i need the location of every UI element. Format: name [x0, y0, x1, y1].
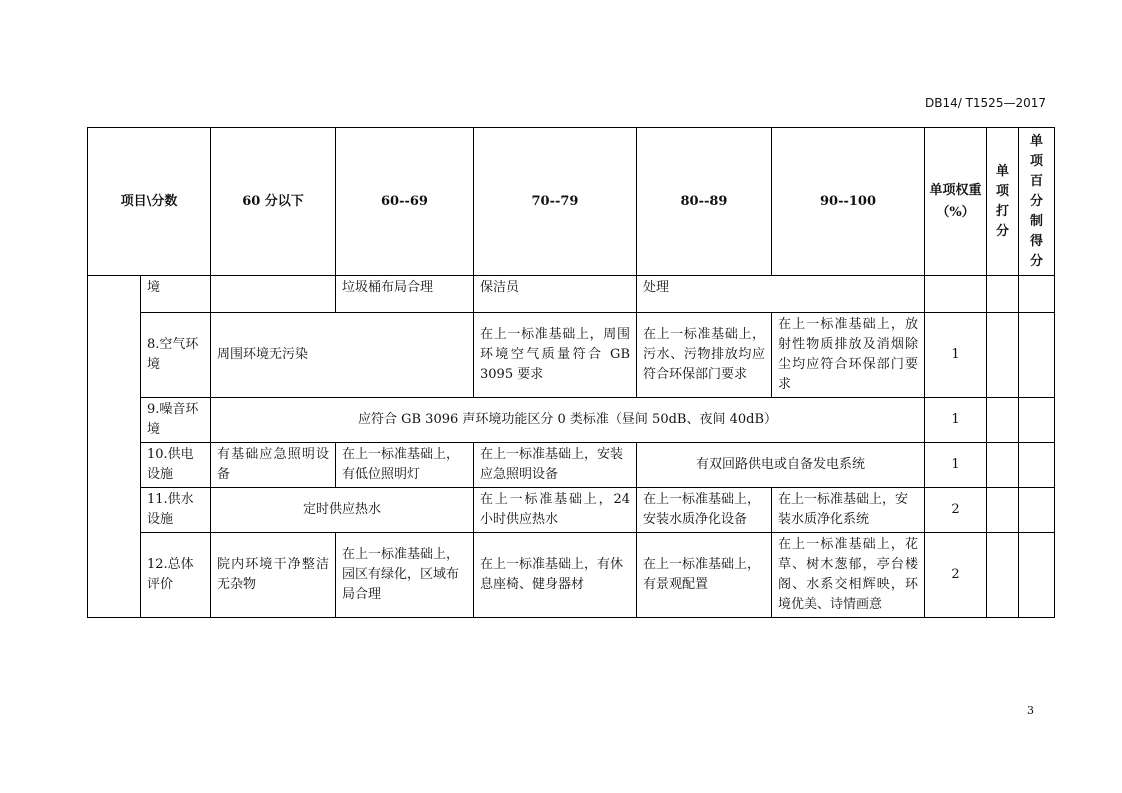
score-cell: [987, 488, 1019, 533]
cell: 院内环境干净整洁无杂物: [211, 533, 336, 618]
cell: 在上一标准基础上，有低位照明灯: [336, 443, 474, 488]
header-item: 项目\分数: [88, 128, 211, 276]
cell: 在上一标准基础上，放射性物质排放及消烟除尘均应符合环保部门要求: [772, 313, 925, 398]
category-cell: [88, 276, 141, 618]
table-row: [88, 533, 1055, 618]
percent-cell: [1019, 313, 1055, 398]
percent-cell: [1019, 443, 1055, 488]
table-row: [88, 443, 1055, 488]
cell: 在上一标准基础上，24 小时供应热水: [474, 488, 637, 533]
score-cell: [987, 443, 1019, 488]
item-cell: 境: [141, 276, 211, 313]
cell: 在上一标准基础上，周围环境空气质量符合 GB 3095 要求: [474, 313, 637, 398]
table-row: [88, 276, 1055, 313]
score-cell: [987, 313, 1019, 398]
cell: 在上一标准基础上，安装水质净化系统: [772, 488, 925, 533]
weight-cell: 2: [925, 533, 987, 618]
item-cell: 12.总体评价: [141, 533, 211, 618]
cell: 定时供应热水: [211, 488, 474, 533]
header-60-69: 60--69: [336, 128, 474, 276]
header-80-89: 80--89: [637, 128, 772, 276]
scoring-table: [87, 127, 1055, 618]
score-cell: [987, 398, 1019, 443]
cell: 有基础应急照明设备: [211, 443, 336, 488]
cell: 保洁员: [474, 276, 637, 313]
cell: 在上一标准基础上，污水、污物排放均应符合环保部门要求: [637, 313, 772, 398]
weight-cell: 1: [925, 398, 987, 443]
cell: [211, 276, 336, 313]
table-row: [88, 488, 1055, 533]
cell: 在上一标准基础上，有景观配置: [637, 533, 772, 618]
cell: 在上一标准基础上，安装应急照明设备: [474, 443, 637, 488]
weight-cell: 1: [925, 443, 987, 488]
table-row: [88, 313, 1055, 398]
header-weight: 单项权重（%）: [925, 128, 987, 276]
percent-cell: [1019, 533, 1055, 618]
item-cell: 9.噪音环境: [141, 398, 211, 443]
item-cell: 10.供电设施: [141, 443, 211, 488]
cell: 在上一标准基础上，园区有绿化，区域布局合理: [336, 533, 474, 618]
cell: 处理: [637, 276, 925, 313]
weight-cell: 2: [925, 488, 987, 533]
table-row: [88, 398, 1055, 443]
document-code: DB14/ T1525—2017: [924, 96, 1046, 110]
cell: 垃圾桶布局合理: [336, 276, 474, 313]
percent-cell: [1019, 488, 1055, 533]
cell: 应符合 GB 3096 声环境功能区分 0 类标准（昼间 50dB、夜间 40dB）: [211, 398, 925, 443]
header-percent-text: 单项百分制得分: [1029, 133, 1043, 269]
header-score: [987, 128, 1019, 276]
item-cell: 11.供水设施: [141, 488, 211, 533]
header-90-100: 90--100: [772, 128, 925, 276]
percent-cell: [1019, 276, 1055, 313]
header-row: [88, 128, 1055, 276]
percent-cell: [1019, 398, 1055, 443]
cell: 在上一标准基础上，花草、树木葱郁，亭台楼阁、水系交相辉映，环境优美、诗情画意: [772, 533, 925, 618]
cell: 有双回路供电或自备发电系统: [637, 443, 925, 488]
item-cell: 8.空气环境: [141, 313, 211, 398]
cell: 在上一标准基础上，安装水质净化设备: [637, 488, 772, 533]
page-number: 3: [1027, 704, 1034, 717]
header-percent: [1019, 128, 1055, 276]
weight-cell: [925, 276, 987, 313]
weight-cell: 1: [925, 313, 987, 398]
header-score-text: 单项打分: [995, 163, 1009, 239]
cell: 在上一标准基础上，有休息座椅、健身器材: [474, 533, 637, 618]
score-cell: [987, 533, 1019, 618]
score-cell: [987, 276, 1019, 313]
header-70-79: 70--79: [474, 128, 637, 276]
cell: 周围环境无污染: [211, 313, 474, 398]
header-below-60: 60 分以下: [211, 128, 336, 276]
